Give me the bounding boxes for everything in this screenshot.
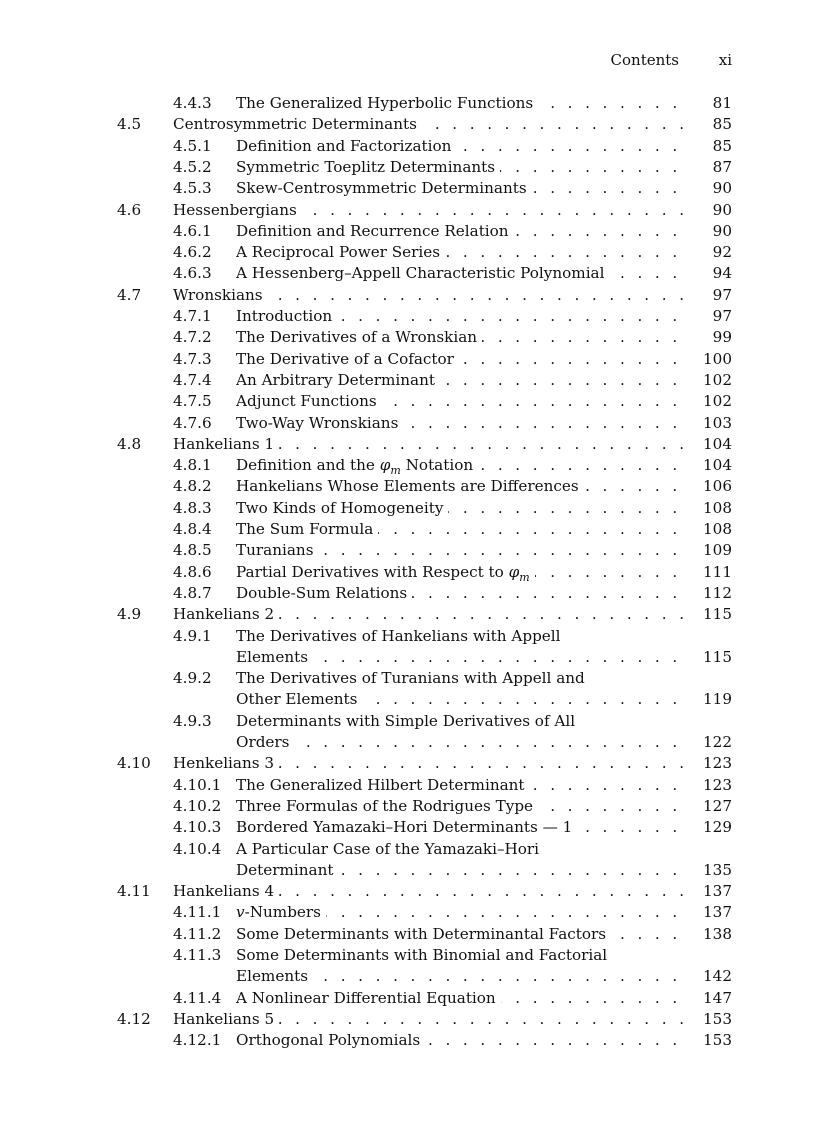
entry-title xyxy=(236,626,685,647)
entry-page-number: 129 xyxy=(703,818,732,837)
entry-title-text: A Reciprocal Power Series xyxy=(236,243,441,262)
entry-title-text: Elements xyxy=(236,967,313,985)
entry-number: 4.5 xyxy=(117,115,142,134)
entry-title xyxy=(236,413,685,434)
entry-title xyxy=(236,157,685,178)
entry-title-text: Some Determinants with Binomial and Factorial xyxy=(236,946,608,964)
entry-title-text: The Derivative of a Cofactor xyxy=(236,349,454,368)
entry-title-text: Definition and Factorization xyxy=(236,136,452,155)
entry-title-text: Partial Derivatives with Respect to xyxy=(236,562,509,581)
toc-subsection-entry[interactable] xyxy=(0,136,816,157)
entry-title-text: Two Kinds of Homogeneity xyxy=(236,498,444,517)
entry-title xyxy=(173,200,685,221)
header-page-number: xi xyxy=(718,51,732,69)
toc-subsection-entry[interactable] xyxy=(0,221,816,242)
entry-title xyxy=(236,540,685,561)
math-symbol: v xyxy=(236,903,245,922)
entry-title-text: Hankelians 4 xyxy=(173,882,275,901)
toc-section-entry[interactable] xyxy=(0,1009,816,1030)
entry-title xyxy=(236,1030,685,1051)
toc-subsection-entry[interactable] xyxy=(0,796,816,817)
entry-title xyxy=(236,370,685,391)
entry-page-number: 153 xyxy=(703,1009,732,1028)
entry-number: 4.11.2 xyxy=(173,924,222,943)
entry-page-number: 90 xyxy=(712,221,732,240)
entry-page-number: 137 xyxy=(703,882,732,901)
entry-page-number: 106 xyxy=(703,477,732,496)
entry-title xyxy=(236,136,685,157)
entry-page-number: 119 xyxy=(703,690,732,709)
entry-title xyxy=(236,306,685,327)
entry-number: 4.8.3 xyxy=(173,498,212,517)
entry-number: 4.7.1 xyxy=(173,307,212,325)
toc-section-entry[interactable] xyxy=(0,200,816,221)
entry-title-continuation xyxy=(236,966,685,987)
toc-subsection-entry[interactable] xyxy=(0,157,816,178)
entry-number: 4.9.1 xyxy=(173,626,212,645)
math-subscript: m xyxy=(519,570,530,584)
entry-title-text: Determinant xyxy=(236,861,339,879)
entry-title-text: Bordered Yamazaki–Hori Determinants — 1 xyxy=(236,818,573,837)
entry-title xyxy=(236,498,685,519)
entry-title xyxy=(236,178,685,199)
toc-subsection-entry[interactable] xyxy=(0,391,816,412)
toc-subsection-entry[interactable] xyxy=(0,583,816,604)
entry-title xyxy=(173,1009,685,1030)
toc-subsection-entry[interactable] xyxy=(0,839,816,860)
entry-title xyxy=(236,817,685,838)
entry-number: 4.11 xyxy=(117,882,151,901)
entry-title-text: Centrosymmetric Determinants xyxy=(173,115,417,134)
entry-number: 4.7.3 xyxy=(173,349,212,368)
entry-title xyxy=(236,327,685,348)
entry-title-text: Three Formulas of the Rodrigues Type xyxy=(236,796,534,815)
entry-page-number: 104 xyxy=(703,434,732,453)
entry-number: 4.9.2 xyxy=(173,669,212,688)
entry-page-number: 94 xyxy=(712,264,732,283)
toc-subsection-entry[interactable] xyxy=(0,413,816,434)
entry-title-text: Double-Sum Relations xyxy=(236,583,408,602)
entry-page-number: 108 xyxy=(703,520,732,538)
entry-number: 4.6.3 xyxy=(173,264,212,283)
entry-number: 4.9 xyxy=(117,605,142,624)
math-symbol: φ xyxy=(379,456,391,475)
entry-title-text: The Derivatives of Turanians with Appell and xyxy=(236,669,585,688)
entry-page-number: 97 xyxy=(712,307,732,325)
toc-entry-continuation[interactable] xyxy=(0,647,816,668)
entry-title-text: Definition and Recurrence Relation xyxy=(236,221,509,240)
entry-page-number: 90 xyxy=(712,200,732,219)
entry-title-text: Determinants with Simple Derivatives of All xyxy=(236,711,576,730)
entry-title-continuation xyxy=(236,647,685,668)
entry-number: 4.6.2 xyxy=(173,243,212,262)
entry-title-text: A Nonlinear Differential Equation xyxy=(236,988,496,1007)
entry-number: 4.7.5 xyxy=(173,392,212,411)
toc-subsection-entry[interactable] xyxy=(0,327,816,348)
toc-entry-continuation[interactable] xyxy=(0,732,816,753)
toc-section-entry[interactable] xyxy=(0,753,816,774)
entry-title-text: Symmetric Toeplitz Determinants xyxy=(236,157,496,176)
entry-page-number: 122 xyxy=(703,733,732,751)
toc-section-entry[interactable] xyxy=(0,604,816,625)
math-subscript: m xyxy=(390,464,401,478)
entry-title-text: Hankelians 2 xyxy=(173,605,275,624)
entry-title-text: A Particular Case of the Yamazaki–Hori xyxy=(236,839,540,858)
entry-page-number: 99 xyxy=(712,328,732,347)
entry-number: 4.4.3 xyxy=(173,94,212,112)
entry-title xyxy=(236,945,685,966)
toc-subsection-entry[interactable] xyxy=(0,242,816,263)
toc-subsection-entry[interactable] xyxy=(0,626,816,647)
entry-title xyxy=(236,93,685,114)
entry-page-number: 87 xyxy=(712,157,732,176)
entry-number: 4.8.5 xyxy=(173,541,212,560)
entry-number: 4.6.1 xyxy=(173,221,212,240)
entry-title-text: Two-Way Wronskians xyxy=(236,413,399,432)
entry-title-text: -Numbers xyxy=(244,903,321,922)
entry-title xyxy=(236,711,685,732)
toc-subsection-entry[interactable] xyxy=(0,1030,816,1051)
entry-title-text: Introduction xyxy=(236,307,333,325)
entry-number: 4.7.6 xyxy=(173,413,212,432)
entry-page-number: 137 xyxy=(703,903,732,922)
entry-title xyxy=(236,519,685,540)
toc-subsection-entry[interactable] xyxy=(0,945,816,966)
entry-page-number: 104 xyxy=(703,456,732,475)
entry-page-number: 127 xyxy=(703,796,732,815)
entry-number: 4.10.2 xyxy=(173,796,222,815)
entry-title xyxy=(236,391,685,412)
toc-subsection-entry[interactable] xyxy=(0,519,816,540)
entry-number: 4.11.4 xyxy=(173,988,222,1007)
toc-section-entry[interactable] xyxy=(0,114,816,135)
toc-subsection-entry[interactable] xyxy=(0,775,816,796)
entry-number: 4.7.4 xyxy=(173,370,212,389)
entry-number: 4.10 xyxy=(117,754,151,773)
entry-page-number: 90 xyxy=(712,179,732,198)
entry-title xyxy=(173,604,685,625)
entry-title-text: Hankelians 5 xyxy=(173,1009,275,1028)
entry-page-number: 102 xyxy=(703,392,732,411)
entry-number: 4.8.4 xyxy=(173,520,212,538)
entry-page-number: 102 xyxy=(703,370,732,389)
entry-page-number: 103 xyxy=(703,413,732,432)
toc-section-entry[interactable] xyxy=(0,881,816,902)
toc-section-entry[interactable] xyxy=(0,434,816,455)
entry-title xyxy=(236,583,685,604)
entry-title xyxy=(236,775,685,796)
entry-title xyxy=(236,839,685,860)
entry-number: 4.5.1 xyxy=(173,136,212,155)
entry-number: 4.8 xyxy=(117,434,142,453)
entry-page-number: 147 xyxy=(703,988,732,1007)
entry-title-text: Orders xyxy=(236,733,294,751)
toc-subsection-entry[interactable] xyxy=(0,263,816,284)
entry-title xyxy=(236,263,685,284)
entry-number: 4.10.3 xyxy=(173,818,222,837)
toc-subsection-entry[interactable] xyxy=(0,93,816,114)
entry-title xyxy=(173,114,685,135)
entry-title xyxy=(236,902,685,923)
entry-title-text: Wronskians xyxy=(173,285,263,304)
entry-number: 4.7 xyxy=(117,285,142,304)
entry-number: 4.8.6 xyxy=(173,562,212,581)
entry-number: 4.9.3 xyxy=(173,711,212,730)
toc-subsection-entry[interactable] xyxy=(0,476,816,497)
entry-title-continuation xyxy=(236,689,685,710)
entry-number: 4.6 xyxy=(117,200,142,219)
entry-title-text: Henkelians 3 xyxy=(173,754,275,773)
entry-title xyxy=(236,796,685,817)
entry-number: 4.8.7 xyxy=(173,583,212,602)
entry-page-number: 115 xyxy=(703,647,732,666)
entry-title xyxy=(173,753,685,774)
entry-page-number: 123 xyxy=(703,754,732,773)
toc-subsection-entry[interactable] xyxy=(0,370,816,391)
entry-number: 4.12 xyxy=(117,1009,151,1028)
entry-page-number: 81 xyxy=(712,94,732,112)
entry-title-continuation xyxy=(236,732,685,753)
entry-title xyxy=(173,434,685,455)
entry-title xyxy=(173,285,685,306)
entry-title-text: Definition and the xyxy=(236,456,380,475)
entry-page-number: 111 xyxy=(703,562,732,581)
toc-subsection-entry[interactable] xyxy=(0,455,816,476)
header-title: Contents xyxy=(610,51,679,69)
entry-title-text: The Sum Formula xyxy=(236,520,374,538)
entry-title-text: Elements xyxy=(236,648,313,666)
entry-page-number: 123 xyxy=(703,775,732,794)
entry-title-text: Hankelians 1 xyxy=(173,434,275,453)
entry-page-number: 153 xyxy=(703,1031,732,1050)
entry-title-text: The Derivatives of Hankelians with Appell xyxy=(236,626,561,645)
entry-page-number: 112 xyxy=(703,583,732,602)
toc-entry-continuation[interactable] xyxy=(0,966,816,987)
entry-title-continuation xyxy=(236,860,685,881)
entry-title-text: Notation xyxy=(400,456,474,475)
entry-title xyxy=(236,924,685,945)
toc-subsection-entry[interactable] xyxy=(0,306,816,327)
toc-subsection-entry[interactable] xyxy=(0,540,816,561)
toc-subsection-entry[interactable] xyxy=(0,562,816,583)
entry-page-number: 92 xyxy=(712,243,732,262)
entry-title xyxy=(236,242,685,263)
entry-title-text: Other Elements xyxy=(236,690,362,708)
entry-title-text: Some Determinants with Determinantal Factors xyxy=(236,924,607,943)
entry-page-number: 85 xyxy=(712,136,732,155)
toc-subsection-entry[interactable] xyxy=(0,988,816,1009)
toc-entry-continuation[interactable] xyxy=(0,860,816,881)
entry-page-number: 97 xyxy=(712,285,732,304)
entry-title-text: A Hessenberg–Appell Characteristic Polynomial xyxy=(236,264,605,283)
entry-title xyxy=(236,668,685,689)
entry-page-number: 108 xyxy=(703,498,732,517)
entry-number: 4.11.3 xyxy=(173,946,222,964)
entry-page-number: 138 xyxy=(703,924,732,943)
entry-title xyxy=(236,988,685,1009)
entry-page-number: 85 xyxy=(712,115,732,134)
entry-number: 4.5.3 xyxy=(173,179,212,198)
entry-number: 4.8.2 xyxy=(173,477,212,496)
toc-subsection-entry[interactable] xyxy=(0,902,816,923)
entry-title-text: Adjunct Functions xyxy=(236,392,377,411)
entry-title xyxy=(236,221,685,242)
toc-subsection-entry[interactable] xyxy=(0,711,816,732)
entry-title xyxy=(236,476,685,497)
entry-title xyxy=(173,881,685,902)
entry-title-text: Turanians xyxy=(236,541,314,560)
entry-title-text: Skew-Centrosymmetric Determinants xyxy=(236,179,527,198)
toc-subsection-entry[interactable] xyxy=(0,178,816,199)
entry-title xyxy=(236,349,685,370)
entry-page-number: 109 xyxy=(703,541,732,560)
entry-number: 4.5.2 xyxy=(173,157,212,176)
entry-number: 4.12.1 xyxy=(173,1031,222,1050)
math-symbol: φ xyxy=(508,562,520,581)
toc-section-entry[interactable] xyxy=(0,285,816,306)
toc-entry-continuation[interactable] xyxy=(0,689,816,710)
entry-number: 4.10.1 xyxy=(173,775,222,794)
toc-subsection-entry[interactable] xyxy=(0,498,816,519)
entry-title-text: The Generalized Hyperbolic Functions xyxy=(236,94,534,112)
entry-number: 4.7.2 xyxy=(173,328,212,347)
entry-title-text: The Derivatives of a Wronskian xyxy=(236,328,478,347)
entry-title-text: Hankelians Whose Elements are Differences xyxy=(236,477,579,496)
entry-number: 4.10.4 xyxy=(173,839,222,858)
entry-page-number: 135 xyxy=(703,860,732,879)
entry-title-text: Orthogonal Polynomials xyxy=(236,1031,421,1050)
entry-title-text: An Arbitrary Determinant xyxy=(236,370,435,389)
entry-number: 4.8.1 xyxy=(173,456,212,475)
entry-title-text: The Generalized Hilbert Determinant xyxy=(236,775,525,794)
toc-subsection-entry[interactable] xyxy=(0,924,816,945)
entry-page-number: 115 xyxy=(703,605,732,624)
toc-subsection-entry[interactable] xyxy=(0,817,816,838)
toc-subsection-entry[interactable] xyxy=(0,349,816,370)
toc-subsection-entry[interactable] xyxy=(0,668,816,689)
entry-number: 4.11.1 xyxy=(173,903,222,922)
running-header xyxy=(0,50,816,70)
entry-page-number: 100 xyxy=(703,349,732,368)
entry-title-text: Hessenbergians xyxy=(173,200,297,219)
entry-page-number: 142 xyxy=(703,967,732,986)
